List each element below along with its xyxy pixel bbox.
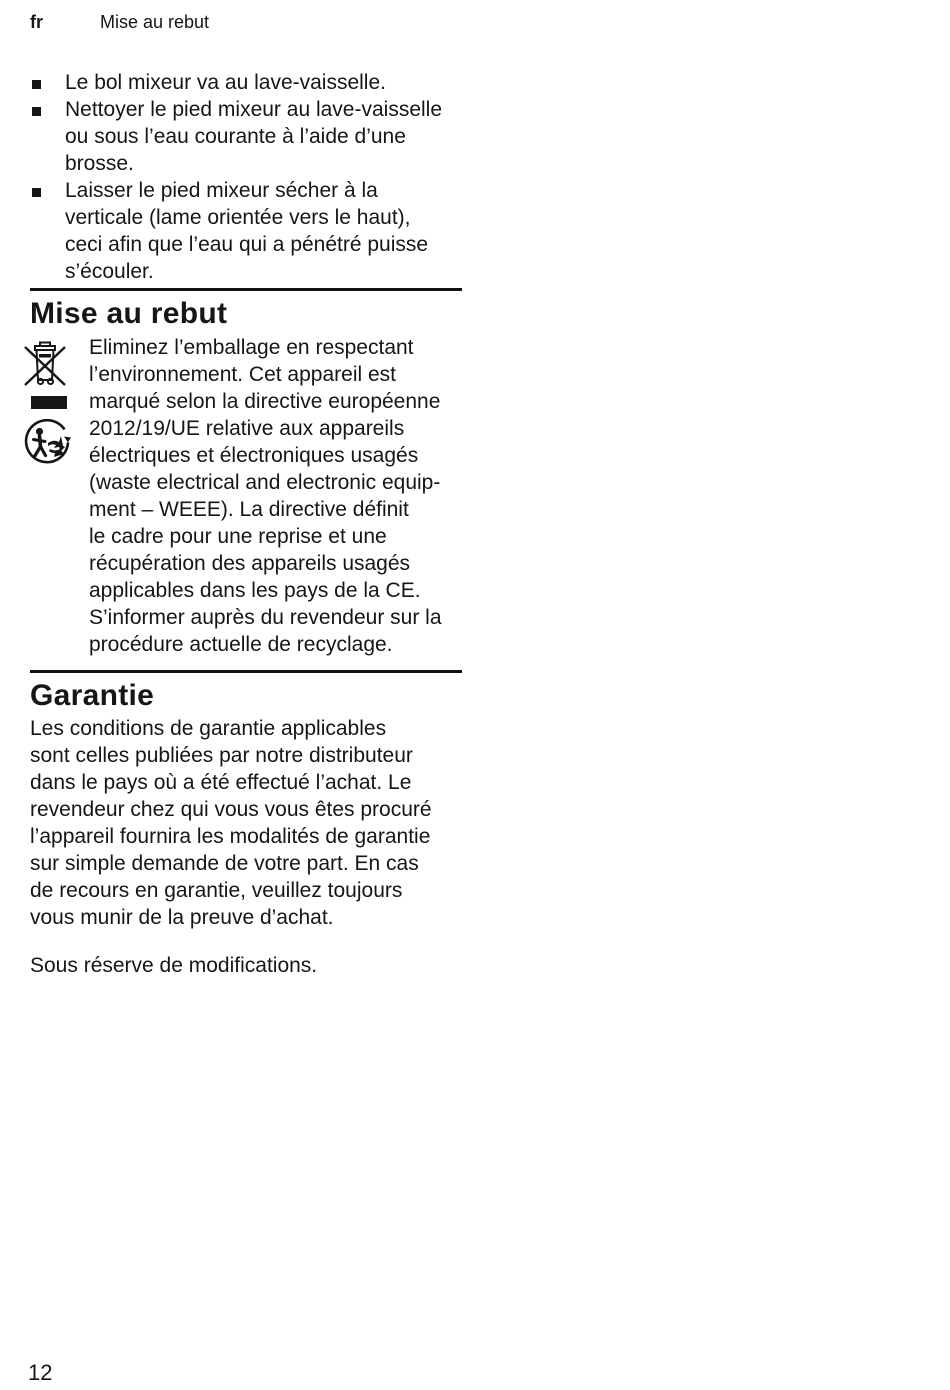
text-line: applicables dans les pays de la CE. (89, 579, 421, 602)
text-line: (waste electrical and electronic equip- (89, 471, 441, 494)
list-item-text (65, 177, 500, 285)
running-title: Mise au rebut (100, 12, 210, 32)
section-heading-warranty: Garantie (30, 679, 155, 712)
cleaning-bullet-list (30, 69, 500, 285)
section-divider (30, 670, 462, 673)
text-line: récupération des appareils usagés (89, 552, 411, 575)
square-bullet-icon (32, 188, 41, 197)
text-line: S’informer auprès du revendeur sur la (89, 606, 442, 629)
text-line: procédure actuelle de recyclage. (89, 633, 393, 656)
text-line: marqué selon la directive européenne (89, 390, 441, 413)
weee-crossed-out-bin-icon (24, 341, 66, 389)
text-line: revendeur chez qui vous vous êtes procuré (30, 798, 432, 821)
text-line: ou sous l’eau courante à l’aide d’une (65, 125, 406, 148)
text-line: l’environnement. Cet appareil est (89, 363, 397, 386)
section-heading-disposal: Mise au rebut (30, 297, 228, 330)
text-line: le cadre pour une reprise et une (89, 525, 387, 548)
text-line: vous munir de la preuve d’achat. (30, 906, 334, 929)
list-item (30, 177, 500, 285)
text-line: ceci afin que l’eau qui a pénétré puisse (65, 233, 429, 256)
square-bullet-icon (32, 107, 41, 116)
square-bullet-icon (32, 80, 41, 89)
warranty-paragraph (30, 715, 500, 931)
text-line: électriques et électroniques usagés (89, 444, 419, 467)
text-line: s’écouler. (65, 260, 154, 283)
text-line: l’appareil fournira les modalités de garantie (30, 825, 431, 848)
text-line: sont celles publiées par notre distributeur (30, 744, 413, 767)
text-line: Laisser le pied mixeur sécher à la (65, 179, 378, 202)
list-item (30, 96, 500, 177)
text-line: Les conditions de garantie applicables (30, 717, 387, 740)
triman-recycling-icon (24, 419, 71, 466)
black-bar-icon (31, 396, 67, 409)
section-divider (30, 288, 462, 291)
text-line: de recours en garantie, veuillez toujours (30, 879, 403, 902)
text-line: ment – WEEE). La directive définit (89, 498, 409, 521)
text-line: Le bol mixeur va au lave-vaisselle. (65, 71, 386, 94)
note-text: Sous réserve de modifications. (30, 954, 318, 977)
text-line: brosse. (65, 152, 134, 175)
list-item (30, 69, 500, 96)
language-code: fr (30, 12, 43, 32)
text-line: dans le pays où a été effectué l’achat. Le (30, 771, 412, 794)
text-line: sur simple demande de votre part. En cas (30, 852, 419, 875)
text-line: 2012/19/UE relative aux appareils (89, 417, 405, 440)
page-number: 12 (28, 1360, 53, 1385)
list-item-text (65, 96, 500, 177)
list-item-text (65, 69, 500, 96)
text-line: Nettoyer le pied mixeur au lave-vaisselle (65, 98, 443, 121)
text-line: Eliminez l’emballage en respectant (89, 336, 414, 359)
modifications-note (30, 952, 500, 979)
disposal-paragraph (89, 334, 509, 658)
text-line: verticale (lame orientée vers le haut), (65, 206, 411, 229)
